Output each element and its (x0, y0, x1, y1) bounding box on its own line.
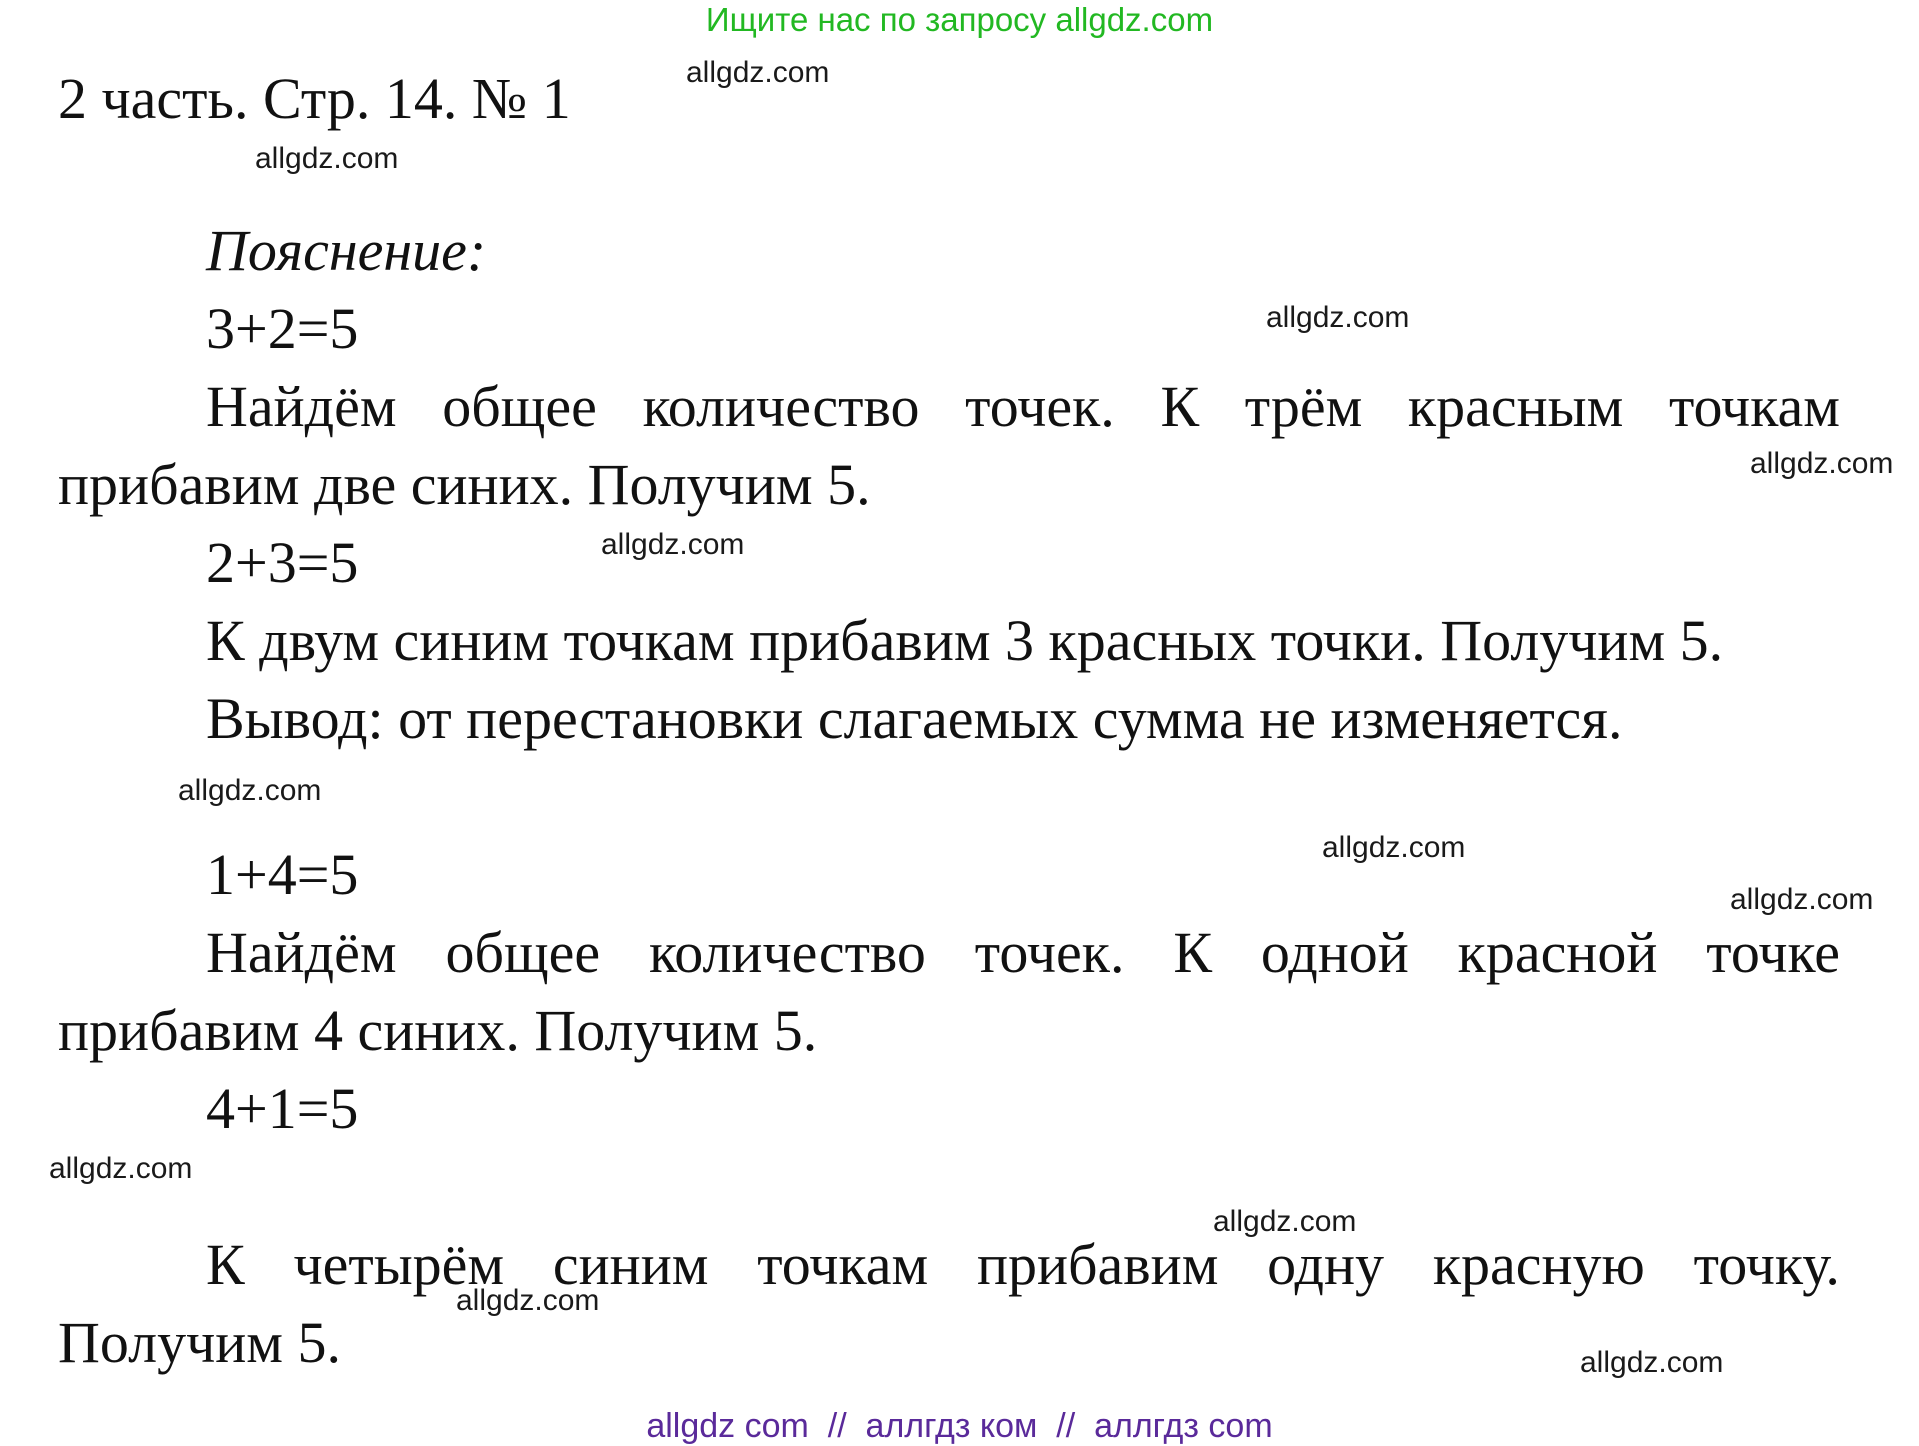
equation-3: 1+4=5 (206, 842, 359, 907)
watermark: allgdz.com (1266, 301, 1410, 334)
footer-links: allgdz com // аллгдз ком // аллгдз com (646, 1407, 1273, 1445)
watermark: allgdz.com (1322, 831, 1466, 864)
word: точек. (974, 920, 1125, 985)
conclusion: Вывод: от перестановки слагаемых сумма не изменяется. (206, 686, 1623, 751)
word: общее (442, 374, 597, 439)
paragraph-3-first-line (206, 918, 1840, 988)
word: одну (1267, 1232, 1385, 1297)
word: Найдём (206, 920, 397, 985)
word: Найдём (206, 374, 397, 439)
word: К (1173, 920, 1212, 985)
explanation-label: Пояснение: (206, 218, 487, 283)
word: красную (1432, 1232, 1645, 1297)
paragraph-3-rest: прибавим 4 синих. Получим 5. (58, 998, 818, 1063)
word: трём (1244, 374, 1363, 439)
paragraph-1-first-line (206, 372, 1840, 442)
word: точку. (1693, 1232, 1840, 1297)
word: К (1160, 374, 1200, 439)
paragraph-4-first-line (206, 1230, 1840, 1300)
word: точкам (1668, 374, 1840, 439)
word: количество (649, 920, 926, 985)
watermark: allgdz.com (1580, 1346, 1724, 1379)
page-title: 2 часть. Стр. 14. № 1 (58, 66, 571, 131)
watermark: allgdz.com (178, 774, 322, 807)
search-banner: Ищите нас по запросу allgdz.com (705, 1, 1214, 38)
word: общее (445, 920, 601, 985)
word: количество (642, 374, 920, 439)
watermark: allgdz.com (456, 1284, 600, 1317)
word: красным (1407, 374, 1624, 439)
watermark: allgdz.com (255, 142, 399, 175)
paragraph-2: К двум синим точкам прибавим 3 красных точки. Получим 5. (206, 608, 1724, 673)
equation-4: 4+1=5 (206, 1076, 359, 1141)
word: красной (1457, 920, 1658, 985)
word: К (206, 1232, 245, 1297)
watermark: allgdz.com (1730, 883, 1874, 916)
watermark: allgdz.com (49, 1152, 193, 1185)
watermark: allgdz.com (1213, 1205, 1357, 1238)
equation-1: 3+2=5 (206, 296, 359, 361)
word: точке (1706, 920, 1840, 985)
watermark: allgdz.com (1750, 447, 1894, 480)
word: четырём (293, 1232, 505, 1297)
word: одной (1260, 920, 1409, 985)
equation-2: 2+3=5 (206, 530, 359, 595)
word: точек. (965, 374, 1115, 439)
paragraph-1-rest: прибавим две синих. Получим 5. (58, 452, 871, 517)
word: точкам (757, 1232, 929, 1297)
watermark: allgdz.com (601, 528, 745, 561)
watermark: allgdz.com (686, 56, 830, 89)
word: синим (552, 1232, 709, 1297)
word: прибавим (976, 1232, 1219, 1297)
paragraph-4-rest: Получим 5. (58, 1310, 341, 1375)
